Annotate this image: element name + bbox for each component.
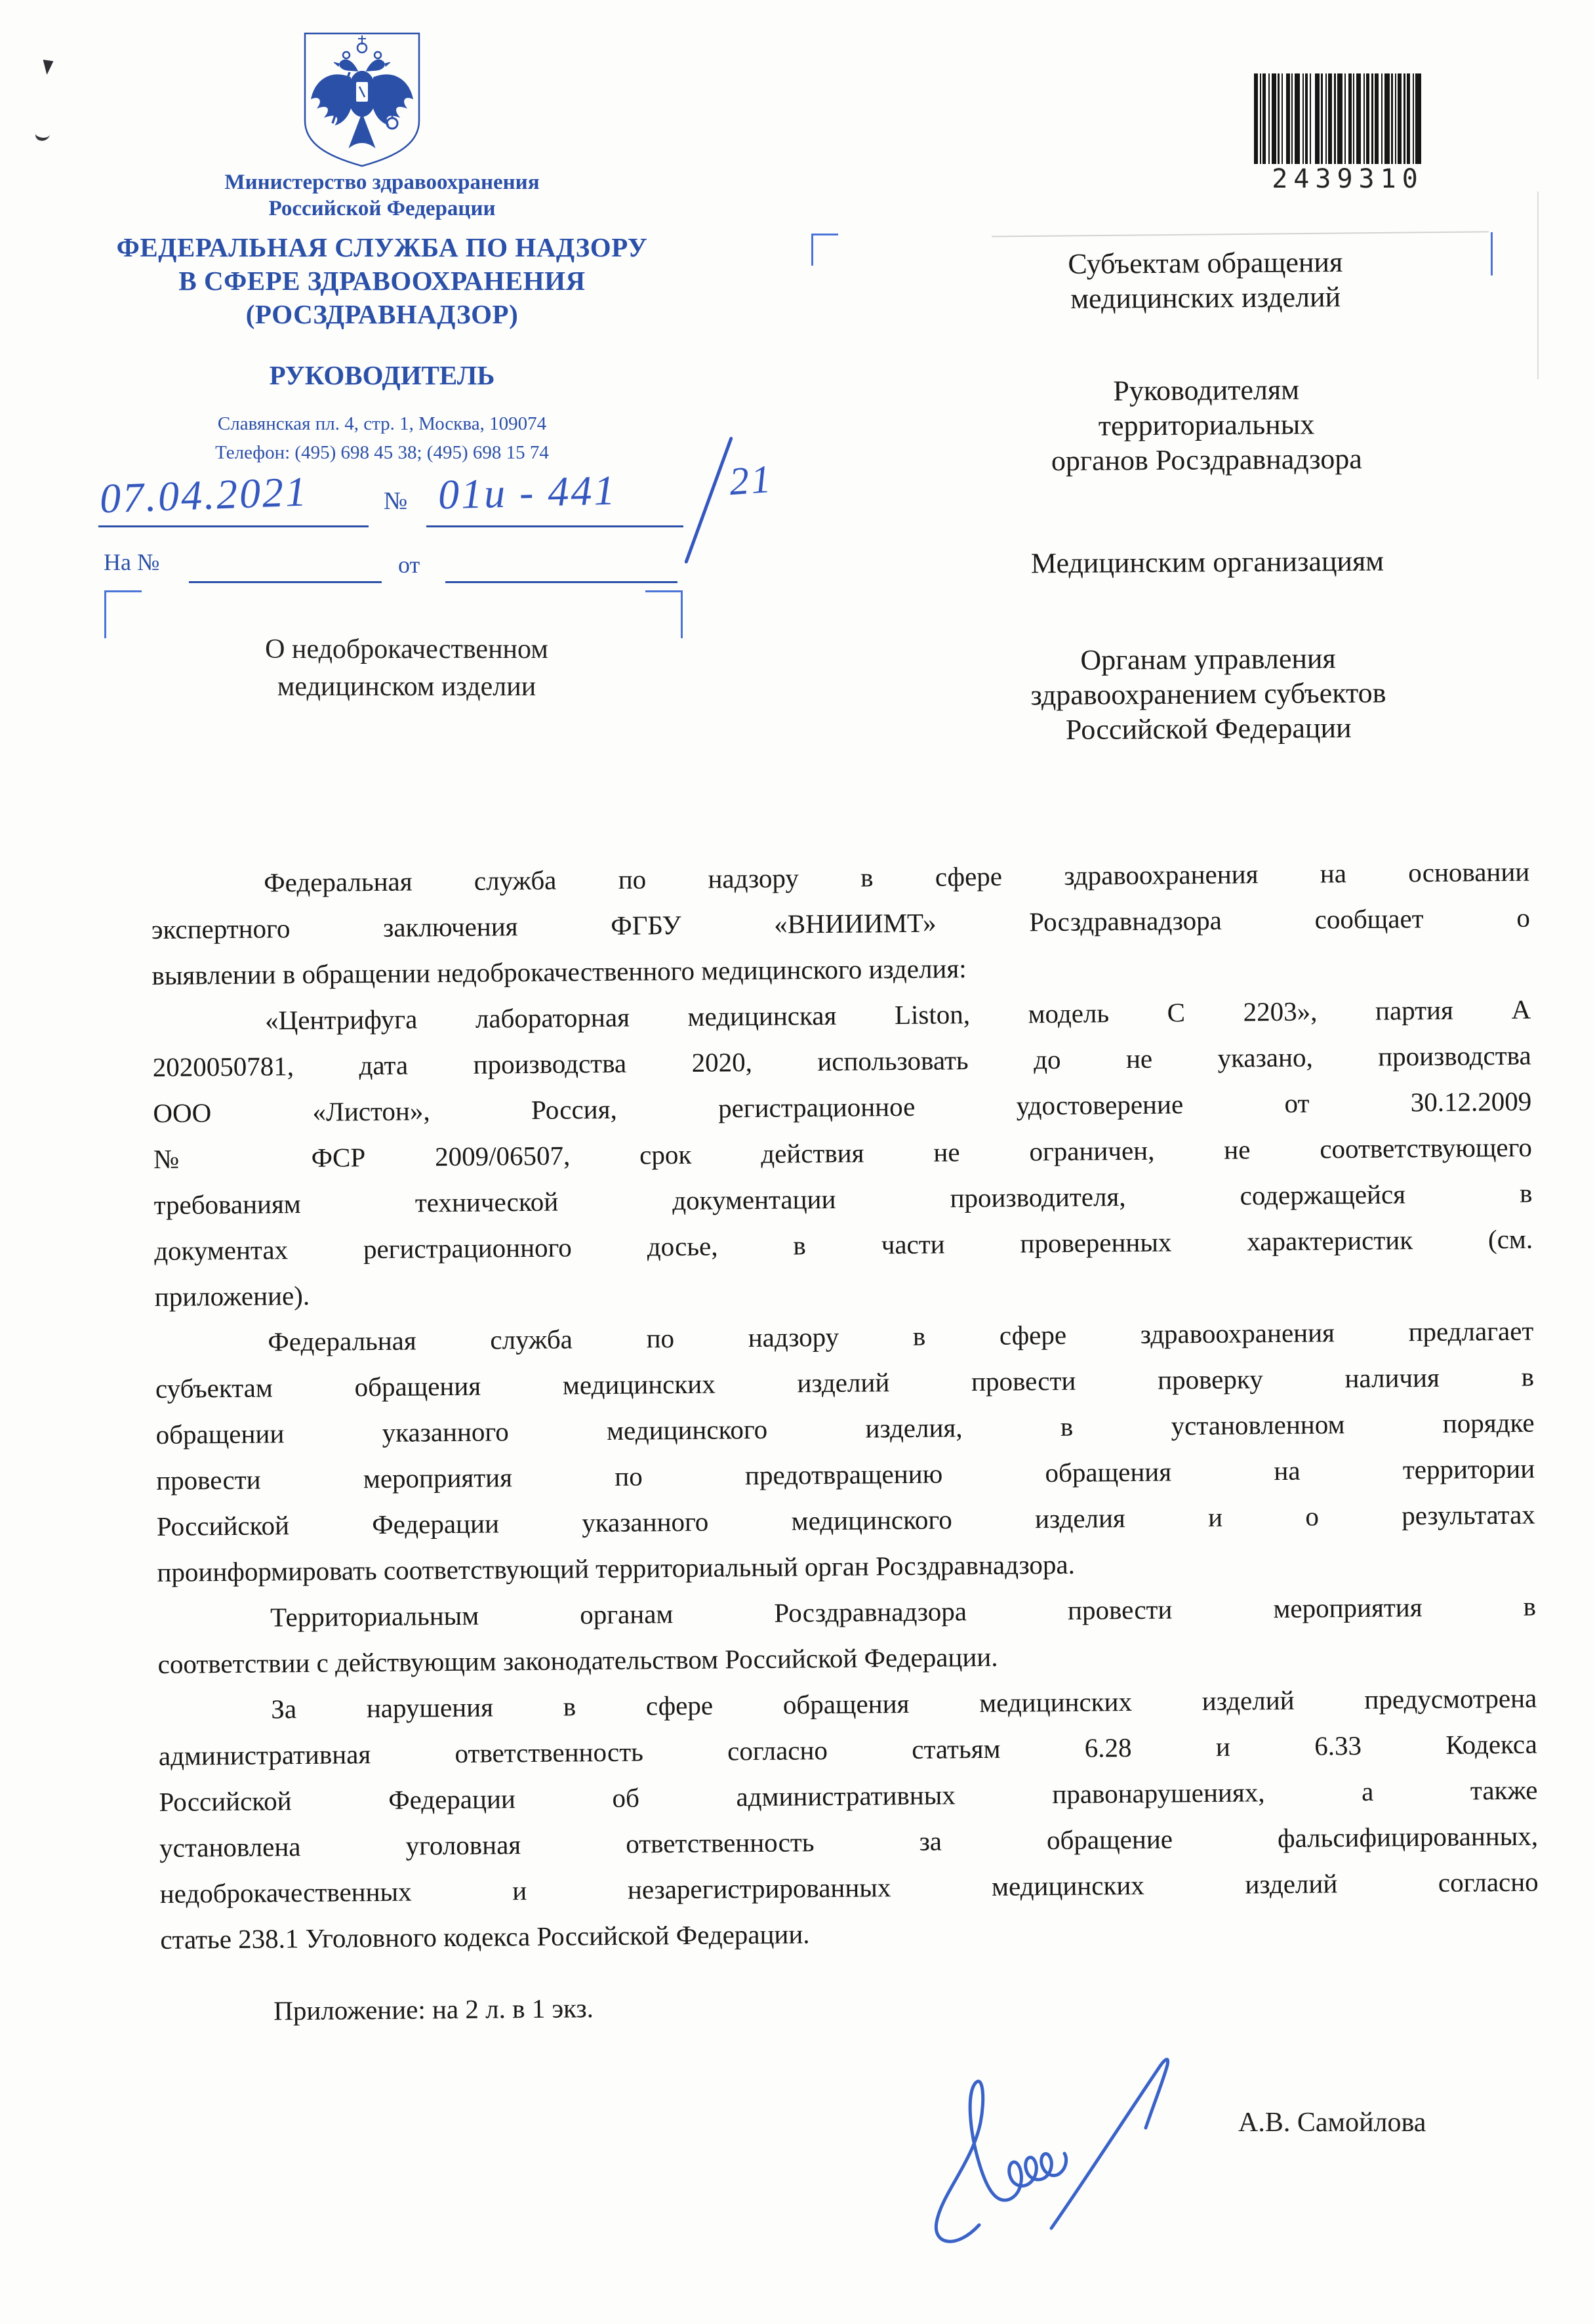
handwritten-slash [684, 436, 733, 563]
scan-mark [41, 60, 54, 75]
attachment-note: Приложение: на 2 л. в 1 экз. [273, 1993, 594, 2026]
body-line: административная ответственность согласно статьям 6.28 и 6.33 Кодекса [158, 1728, 1538, 1771]
body-line: Российской Федерации указанного медицинского изделия и о результатах [156, 1499, 1535, 1541]
recipient-line: медицинских изделий [1070, 281, 1341, 315]
body-line: приложение). [154, 1280, 310, 1312]
reply-from-label: от [398, 552, 420, 578]
body-line: проинформировать соответствующий территориальный орган Росздравнадзора. [157, 1549, 1076, 1587]
recipient-line: территориальных [1098, 408, 1315, 442]
barcode [1254, 73, 1453, 164]
recipient-group [874, 243, 1537, 317]
body-line: Российской Федерации об административных правонарушениях, а также [159, 1774, 1538, 1817]
handwritten-number-year: 21 [727, 457, 775, 504]
recipient-line: здравоохранением субъектов [1030, 676, 1386, 712]
signer-name: А.В. Самойлова [1238, 2108, 1426, 2138]
body-line: Территориальным органам Росздравнадзора провести мероприятия в [270, 1591, 1537, 1633]
ministry-name-line2: Российской Федерации [268, 197, 496, 220]
recipient-line: органов Росздравнадзора [1051, 442, 1363, 478]
scan-mark [34, 127, 50, 142]
ministry-name-line1: Министерство здравоохранения [224, 171, 540, 194]
barcode-number: 2439310 [1272, 164, 1424, 194]
body-line: Федеральная служба по надзору в сфере здравоохранения предлагает [268, 1315, 1534, 1357]
letterhead-address: Славянская пл. 4, стр. 1, Москва, 109074 [217, 413, 547, 434]
service-name-line1: ФЕДЕРАЛЬНАЯ СЛУЖБА ПО НАДЗОРУ [116, 232, 648, 262]
recipient-line: Органам управления [1080, 642, 1336, 676]
russia-coat-of-arms-icon [300, 30, 424, 169]
number-sign: № [384, 487, 408, 515]
body-line: За нарушения в сфере обращения медицинских изделий предусмотрена [271, 1682, 1537, 1724]
date-underline [98, 525, 369, 527]
recipient-group [876, 542, 1539, 582]
body-line: обращении указанного медицинского изделия, в установленном порядке [155, 1407, 1535, 1450]
body-line: Федеральная служба по надзору в сфере здравоохранения на основании [264, 856, 1530, 898]
subject-line2: медицинском изделии [277, 672, 536, 702]
subject-line [157, 631, 656, 706]
recipient-line: Медицинским организациям [1030, 544, 1384, 580]
recipient-group [877, 640, 1540, 748]
signature-scribble-icon [917, 2028, 1205, 2264]
recipient-line: Субъектам обращения [1068, 246, 1343, 280]
body-line: «Центрифуга лабораторная медицинская Liston, модель С 2203», партия А [264, 994, 1531, 1036]
body-line: недоброкачественных и незарегистрированных медицинских изделий согласно [159, 1866, 1539, 1909]
body-line: 2020050781, дата производства 2020, использовать до не указано, производства [152, 1040, 1531, 1082]
body-line: ООО «Листон», Россия, регистрационное удостоверение от 30.12.2009 [153, 1086, 1532, 1128]
body-line: субъектам обращения медицинских изделий провести проверку наличия в [155, 1361, 1535, 1404]
body-line: статье 238.1 Уголовного кодекса Российской Федерации. [160, 1919, 810, 1955]
corner-bracket-icon [811, 234, 838, 266]
position-title: РУКОВОДИТЕЛЬ [269, 360, 495, 390]
body-line: установлена уголовная ответственность за обращение фальсифицированных, [159, 1820, 1539, 1863]
reply-number-label: На № [104, 549, 160, 575]
body-line: выявлении в обращении недоброкачественного медицинского изделия: [151, 953, 967, 990]
reply-from-underline [445, 581, 677, 583]
service-name-line3: (РОСЗДРАВНАДЗОР) [245, 299, 519, 329]
body-line: соответствии с действующим законодательством Российской Федерации. [157, 1641, 998, 1679]
body-line: экспертного заключения ФГБУ «ВНИИИМТ» Росздравнадзора сообщает о [151, 902, 1531, 945]
scan-artifact-line [992, 231, 1489, 237]
body-line: № ФСР 2009/06507, срок действия не ограничен, не соответствующего [153, 1131, 1533, 1174]
reply-number-underline [189, 581, 382, 583]
body-line: требованиям технической документации производителя, содержащейся в [153, 1177, 1533, 1220]
number-underline [426, 525, 683, 527]
letterhead-phone: Телефон: (495) 698 45 38; (495) 698 15 74 [215, 442, 549, 463]
recipient-line: Российской Федерации [1065, 711, 1352, 746]
scan-artifact-line [1537, 192, 1539, 379]
service-name-line2: В СФЕРЕ ЗДРАВООХРАНЕНИЯ [178, 266, 586, 296]
corner-bracket-icon [104, 590, 142, 638]
recipient-line: Руководителям [1113, 373, 1300, 407]
body-line: провести мероприятия по предотвращению обращения на территории [156, 1453, 1535, 1496]
handwritten-number: 01и - 441 [437, 466, 618, 518]
body-text [151, 849, 1540, 2035]
subject-line1: О недоброкачественном [265, 634, 548, 664]
body-line: документах регистрационного досье, в части проверенных характеристик (см. [153, 1223, 1533, 1266]
recipient-group [875, 371, 1538, 479]
handwritten-date: 07.04.2021 [98, 468, 310, 522]
